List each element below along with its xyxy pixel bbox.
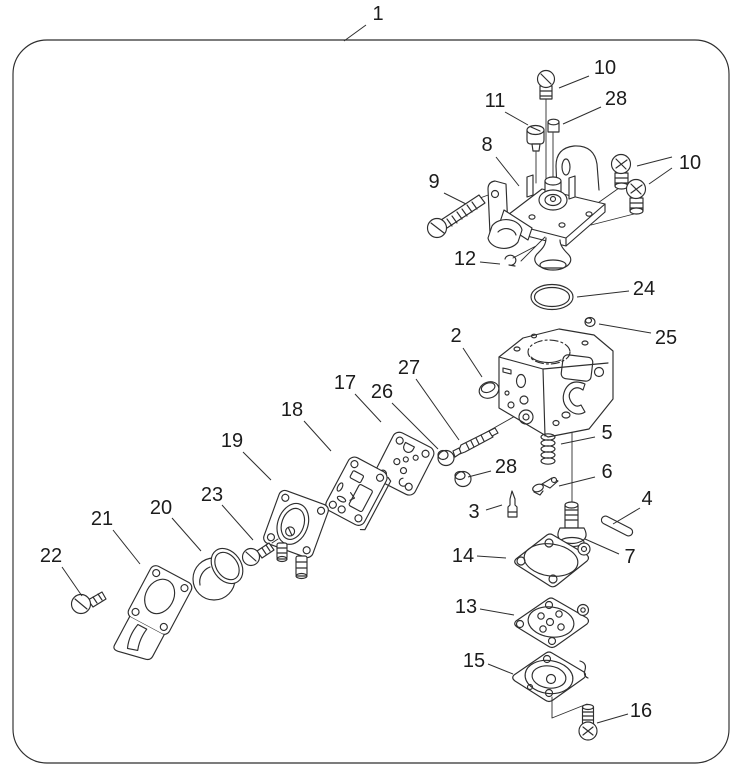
plug-26 [438, 451, 454, 466]
plug-28-mid [455, 472, 471, 487]
leader-line-10 [649, 168, 672, 184]
part-label-5: 5 [601, 422, 613, 444]
leader-line-10 [559, 76, 589, 88]
part-label-18: 18 [280, 399, 304, 421]
part-label-15: 15 [462, 650, 486, 672]
leader-line-25 [599, 324, 651, 333]
bracket-arch-hole [562, 159, 570, 175]
spring-post [569, 176, 575, 199]
part-label-13: 13 [454, 596, 478, 618]
part-label-7: 7 [624, 546, 636, 568]
leader-line-14 [477, 556, 506, 558]
primer-bulb-20 [193, 542, 249, 600]
plug-25 [585, 318, 595, 327]
leader-line-10 [637, 157, 672, 166]
part-label-2: 2 [450, 325, 462, 347]
part-label-28: 28 [604, 88, 628, 110]
part-label-8: 8 [481, 134, 493, 156]
part-label-10: 10 [678, 152, 702, 174]
part-label-6: 6 [601, 461, 613, 483]
bottom-cover-15 [513, 652, 588, 702]
screw-22 [72, 592, 107, 614]
screw-16 [552, 697, 597, 740]
part-label-11: 11 [484, 90, 506, 112]
part-label-20: 20 [149, 497, 173, 519]
part-label-3: 3 [468, 501, 480, 523]
part-label-23: 23 [200, 484, 224, 506]
leader-line-13 [480, 609, 514, 615]
leader-line-11 [505, 112, 528, 125]
leader-line-20 [172, 518, 201, 551]
leader-line-18 [304, 421, 331, 451]
leader-line-12 [480, 262, 500, 264]
part-label-17: 17 [333, 372, 357, 394]
leader-line-2 [463, 348, 482, 377]
screw-10-right-b [627, 180, 646, 215]
leader-line-22 [62, 567, 82, 596]
leader-line-6 [559, 477, 595, 486]
needle-screw-27 [453, 428, 498, 457]
choke-plug-2 [477, 379, 501, 401]
part-label-27: 27 [397, 357, 421, 379]
metering-diaphragm-13 [515, 598, 589, 648]
part-label-1: 1 [372, 3, 384, 25]
carburetor-body [462, 329, 613, 507]
leader-line-1 [344, 25, 366, 41]
lever-pin-4 [600, 515, 634, 538]
plug-28-top [548, 119, 559, 132]
leader-line-3 [486, 505, 502, 510]
o-ring-24 [531, 285, 573, 310]
part-label-4: 4 [641, 488, 653, 510]
leader-line-4 [613, 508, 640, 524]
part-label-21: 21 [90, 508, 114, 530]
bulb-plate-21 [109, 564, 194, 669]
screw-23 [243, 539, 279, 566]
part-label-19: 19 [220, 430, 244, 452]
part-label-14: 14 [451, 545, 475, 567]
leader-line-28 [563, 107, 601, 124]
part-label-22: 22 [39, 545, 63, 567]
pump-body-19 [262, 489, 330, 579]
leader-line-27 [416, 379, 459, 440]
screw-9 [428, 195, 486, 238]
part-label-24: 24 [632, 278, 656, 300]
part-label-16: 16 [629, 700, 653, 722]
part-label-10: 10 [593, 57, 617, 79]
part-label-26: 26 [370, 381, 394, 403]
leader-line-21 [113, 530, 140, 564]
leader-line-9 [444, 193, 466, 204]
leader-line-7 [585, 539, 619, 554]
inlet-needle-3 [508, 491, 517, 517]
leader-line-28 [468, 471, 491, 477]
leader-line-16 [597, 714, 628, 723]
leader-line-24 [577, 291, 629, 297]
part-label-25: 25 [654, 327, 678, 349]
screw-10-top [538, 71, 555, 100]
valve-11 [527, 126, 544, 152]
leader-line-23 [222, 505, 253, 540]
part-label-12: 12 [453, 248, 477, 270]
leader-line-19 [243, 452, 271, 480]
part-label-28: 28 [494, 456, 518, 478]
metering-lever-6 [532, 478, 558, 496]
venturi-bell [535, 238, 571, 270]
part-label-9: 9 [428, 171, 440, 193]
spring-5 [541, 434, 555, 464]
leader-line-5 [561, 437, 595, 444]
leader-line-15 [488, 664, 513, 674]
spring-post [527, 175, 533, 197]
